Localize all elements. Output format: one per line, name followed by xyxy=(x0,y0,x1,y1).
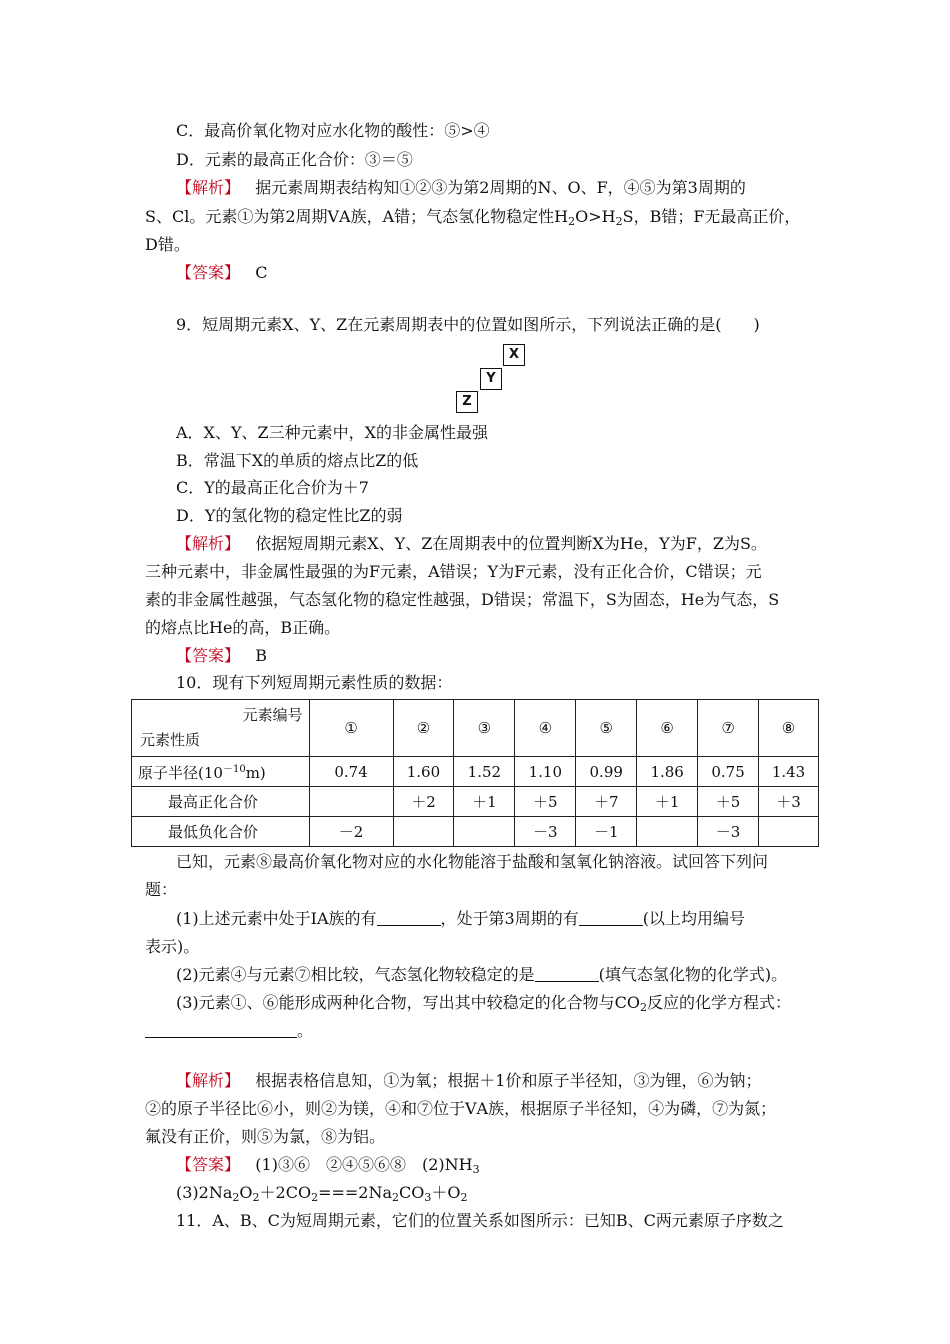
row-label-max: 最高正化合价 xyxy=(132,787,310,817)
answer-blank[interactable] xyxy=(579,909,643,926)
answer-tag: 【答案】 xyxy=(176,1155,241,1174)
table-cell: ＋7 xyxy=(576,787,637,817)
table-cell: ⑦ xyxy=(698,700,759,757)
table-cell: 1.52 xyxy=(454,757,515,787)
table-cell: ＋1 xyxy=(454,787,515,817)
table-row-radius xyxy=(132,757,819,787)
table-cell: 1.10 xyxy=(515,757,576,787)
table-cell: ② xyxy=(393,700,454,757)
table-cell xyxy=(454,817,515,847)
q10-answer-equation: $(3)2Na_2O_2+2CO_2===2Na_2CO_3+O_2$ xyxy=(176,1183,468,1204)
table-cell: 0.99 xyxy=(576,757,637,787)
analysis-tag: 【解析】 xyxy=(176,178,241,197)
table-cell: －3 xyxy=(698,817,759,847)
analysis-tag: 【解析】 xyxy=(176,534,241,553)
table-cell xyxy=(759,817,819,847)
table-cell xyxy=(393,817,454,847)
table-cell: ⑥ xyxy=(637,700,698,757)
analysis-text: 据元素周期表结构知①②③为第2周期的N、O、F，④⑤为第3周期的 xyxy=(255,178,746,197)
q11-stem: 11．A、B、C为短周期元素，它们的位置关系如图所示：已知B、C两元素原子序数之 xyxy=(176,1211,784,1230)
table-row-min-valence xyxy=(132,817,819,847)
element-box-z: Z xyxy=(456,391,478,413)
table-cell: 0.74 xyxy=(309,757,393,787)
corner-top-label: 元素编号 xyxy=(242,706,303,724)
q10-part-3: (3)元素①、⑥能形成两种化合物，写出其中较稳定的化合物与$CO_2$反应的化学方程式： xyxy=(176,993,792,1014)
answer-blank[interactable] xyxy=(535,965,599,982)
q9-stem: 9．短周期元素X、Y、Z在元素周期表中的位置如图所示，下列说法正确的是( ) xyxy=(176,315,760,334)
table-cell xyxy=(309,787,393,817)
table-cell: ＋2 xyxy=(393,787,454,817)
q10-known-line-2: 题： xyxy=(145,880,178,899)
table-cell: ① xyxy=(309,700,393,757)
table-row-max-valence xyxy=(132,787,819,817)
q10-stem: 10．现有下列短周期元素性质的数据： xyxy=(176,673,453,692)
q9-answer: 【答案】 B xyxy=(176,646,268,665)
q8-answer xyxy=(176,262,268,284)
q9-option-b: B．常温下X的单质的熔点比Z的低 xyxy=(176,451,419,470)
element-box-y: Y xyxy=(480,368,502,390)
table-cell: ＋3 xyxy=(759,787,819,817)
q9-analysis-line-4: 的熔点比He的高，B正确。 xyxy=(145,618,341,637)
answer-tag: 【答案】 xyxy=(176,263,241,282)
table-cell xyxy=(637,817,698,847)
corner-bottom-label: 元素性质 xyxy=(140,731,201,749)
table-header-row xyxy=(132,700,819,757)
table-cell: 1.60 xyxy=(393,757,454,787)
table-cell: 0.75 xyxy=(698,757,759,787)
table-cell: ＋5 xyxy=(698,787,759,817)
q9-analysis-line-1: 【解析】 依据短周期元素X、Y、Z在周期表中的位置判断X为He，Y为F，Z为S。 xyxy=(176,534,767,553)
q10-part-3-blank-line: 。 xyxy=(145,1020,313,1042)
analysis-tag: 【解析】 xyxy=(176,1071,241,1090)
table-cell: －1 xyxy=(576,817,637,847)
element-box-x: X xyxy=(503,344,525,366)
answer-tag: 【答案】 xyxy=(176,646,241,665)
q8-option-c: C．最高价氧化物对应水化物的酸性：⑤>④ xyxy=(176,121,490,140)
q10-answer: 【答案】 (1)③⑥ ②④⑤⑥⑧ $(2)NH_3$ xyxy=(176,1155,480,1176)
table-cell: －2 xyxy=(309,817,393,847)
table-cell: －3 xyxy=(515,817,576,847)
table-cell: ＋5 xyxy=(515,787,576,817)
table-cell: ⑤ xyxy=(576,700,637,757)
table-corner-cell xyxy=(132,700,310,757)
q8-analysis-line-1 xyxy=(176,177,746,199)
table-cell: 1.43 xyxy=(759,757,819,787)
q10-analysis-line-1: 【解析】 根据表格信息知，①为氧；根据＋1价和原子半径知，③为锂，⑥为钠； xyxy=(176,1071,762,1090)
q8-analysis-line-2: S、Cl。元素①为第2周期ⅤA族，A错；气态氢化物稳定性$H_2O>H_2S$，B错；F无最高正价， xyxy=(145,207,801,228)
q10-part-1: (1)上述元素中处于ⅠA族的有 ，处于第3周期的有 (以上均用编号 xyxy=(176,909,745,928)
q8-analysis-line-3: D错。 xyxy=(145,235,190,254)
q9-option-a: A．X、Y、Z三种元素中，X的非金属性最强 xyxy=(176,423,489,442)
row-label-min: 最低负化合价 xyxy=(132,817,310,847)
q9-option-c: C．Y的最高正化合价为＋7 xyxy=(176,478,369,497)
q9-analysis-line-2: 三种元素中，非金属性最强的为F元素，A错误；Y为F元素，没有正化合价，C错误；元 xyxy=(145,562,762,581)
answer-blank[interactable] xyxy=(145,1021,297,1038)
row-label-radius: 原子半径$(10^{-10}m)$ xyxy=(132,757,310,787)
table-cell: ＋1 xyxy=(637,787,698,817)
q10-part-1-line-2: 表示)。 xyxy=(145,937,200,956)
q10-known-line-1: 已知，元素⑧最高价氧化物对应的水化物能溶于盐酸和氢氧化钠溶液。试回答下列问 xyxy=(176,852,769,871)
q10-part-2: (2)元素④与元素⑦相比较，气态氢化物较稳定的是 (填气态氢化物的化学式)。 xyxy=(176,965,788,984)
q8-option-d: D．元素的最高正化合价：③＝⑤ xyxy=(176,150,413,169)
table-cell: ④ xyxy=(515,700,576,757)
q9-option-d: D．Y的氢化物的稳定性比Z的弱 xyxy=(176,506,403,525)
answer-blank[interactable] xyxy=(377,909,441,926)
q9-analysis-line-3: 素的非金属性越强，气态氢化物的稳定性越强，D错误；常温下，S为固态，He为气态，S xyxy=(145,590,780,609)
q10-analysis-line-3: 氟没有正价，则⑤为氯，⑧为铝。 xyxy=(145,1127,386,1146)
answer-value: C xyxy=(255,263,268,282)
element-properties-table xyxy=(131,699,819,847)
q10-analysis-line-2: ②的原子半径比⑥小，则②为镁，④和⑦位于ⅤA族，根据原子半径知，④为磷，⑦为氮； xyxy=(145,1099,777,1118)
table-cell: ③ xyxy=(454,700,515,757)
table-cell: 1.86 xyxy=(637,757,698,787)
table-cell: ⑧ xyxy=(759,700,819,757)
